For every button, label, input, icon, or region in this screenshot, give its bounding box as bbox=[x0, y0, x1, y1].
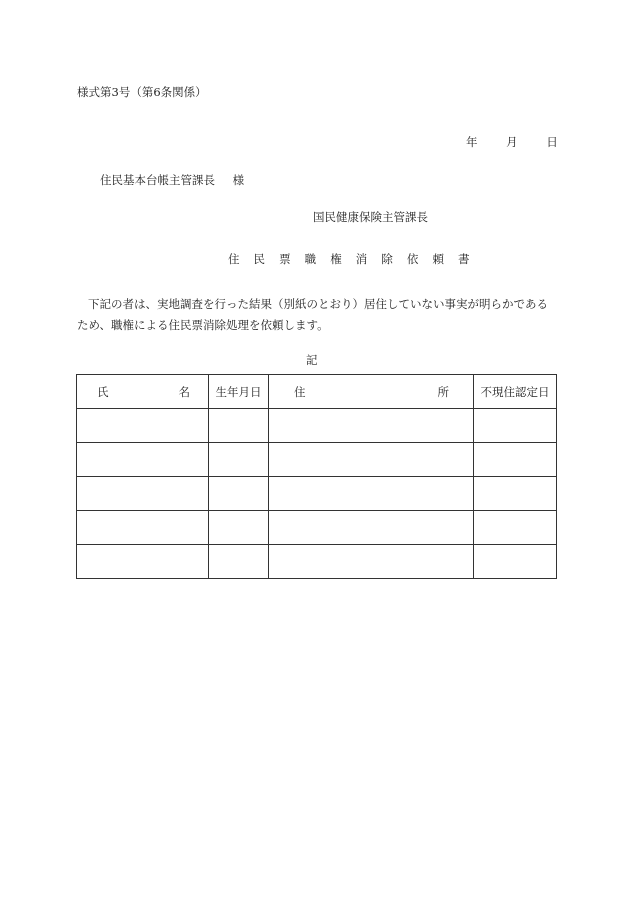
header-nonresidence-date: 不現住認定日 bbox=[474, 375, 557, 409]
sender: 国民健康保険主管課長 bbox=[313, 210, 428, 224]
table-row bbox=[77, 409, 557, 443]
cell-nonresidence-date[interactable] bbox=[474, 545, 557, 579]
ki-label: 記 bbox=[306, 353, 318, 367]
table-header-row bbox=[77, 375, 557, 409]
cell-nonresidence-date[interactable] bbox=[474, 511, 557, 545]
form-number: 様式第3号（第6条関係） bbox=[77, 85, 207, 99]
records-table bbox=[76, 374, 557, 579]
header-name-right: 名 bbox=[178, 384, 190, 399]
cell-birthdate[interactable] bbox=[209, 443, 269, 477]
addressee-honorific: 様 bbox=[232, 173, 245, 187]
date-month-label: 月 bbox=[506, 135, 518, 149]
cell-birthdate[interactable] bbox=[209, 409, 269, 443]
body-line-1: 下記の者は、実地調査を行った結果（別紙のとおり）居住していない事実が明らかである bbox=[88, 297, 548, 311]
addressee-name: 住民基本台帳主管課長 bbox=[100, 173, 215, 187]
table-row bbox=[77, 511, 557, 545]
header-name-left: 氏 bbox=[97, 384, 109, 399]
body-text bbox=[77, 294, 557, 336]
table-row bbox=[77, 477, 557, 511]
header-birthdate: 生年月日 bbox=[209, 375, 269, 409]
table-row bbox=[77, 443, 557, 477]
table-row bbox=[77, 545, 557, 579]
cell-nonresidence-date[interactable] bbox=[474, 443, 557, 477]
document-title: 住 民 票 職 権 消 除 依 頼 書 bbox=[228, 252, 475, 266]
cell-nonresidence-date[interactable] bbox=[474, 409, 557, 443]
cell-address[interactable] bbox=[269, 477, 474, 511]
cell-name[interactable] bbox=[77, 545, 209, 579]
date-day-label: 日 bbox=[546, 135, 558, 149]
header-address bbox=[269, 375, 474, 409]
cell-birthdate[interactable] bbox=[209, 511, 269, 545]
cell-nonresidence-date[interactable] bbox=[474, 477, 557, 511]
cell-birthdate[interactable] bbox=[209, 477, 269, 511]
cell-address[interactable] bbox=[269, 443, 474, 477]
cell-birthdate[interactable] bbox=[209, 545, 269, 579]
addressee bbox=[100, 172, 244, 188]
date-line bbox=[466, 134, 558, 150]
cell-address[interactable] bbox=[269, 511, 474, 545]
body-line-2: ため、職権による住民票消除処理を依頼します。 bbox=[77, 318, 329, 332]
header-address-left: 住 bbox=[294, 384, 306, 399]
cell-name[interactable] bbox=[77, 409, 209, 443]
header-name bbox=[77, 375, 209, 409]
cell-name[interactable] bbox=[77, 443, 209, 477]
cell-name[interactable] bbox=[77, 477, 209, 511]
cell-name[interactable] bbox=[77, 511, 209, 545]
date-year-label: 年 bbox=[466, 135, 478, 149]
header-address-right: 所 bbox=[437, 384, 449, 399]
cell-address[interactable] bbox=[269, 545, 474, 579]
cell-address[interactable] bbox=[269, 409, 474, 443]
